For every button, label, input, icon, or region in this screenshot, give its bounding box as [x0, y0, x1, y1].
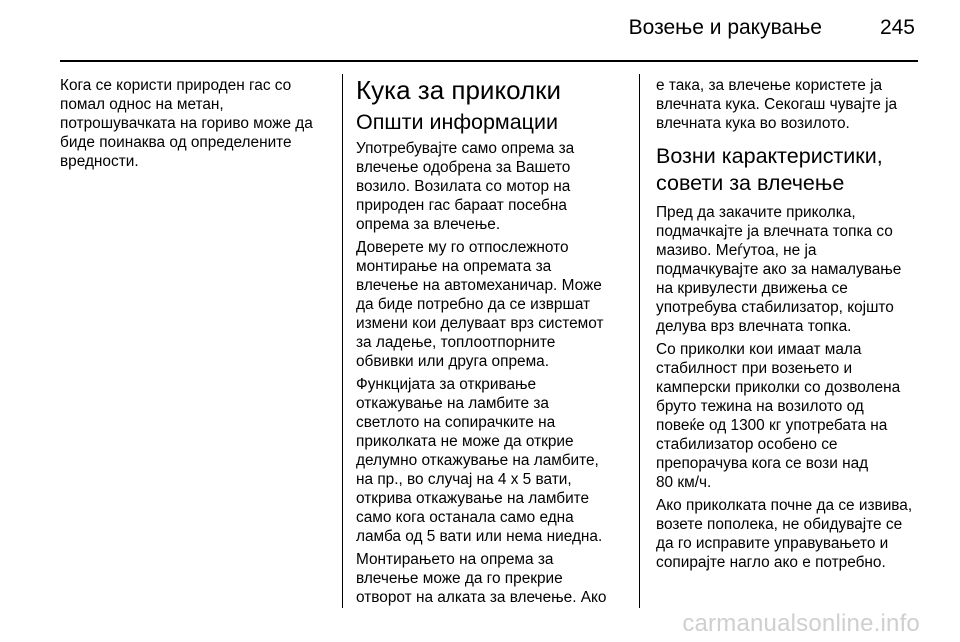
column-divider	[639, 74, 640, 608]
heading-driving-characteristics: Возни карактеристики, совети за влечење	[656, 144, 883, 195]
watermark: carmanualsonline.info	[682, 610, 920, 637]
paragraph: Монтирањето на опрема за влечење може да го прекрие отворот на алката за влечење. Ако	[356, 551, 607, 606]
heading-general-info: Општи информации	[356, 110, 559, 134]
paragraph: Употребувајте само опрема за влечење одобрена за Вашето возило. Возилата со мотор на природен гас бараат посебна опрема за влечење.	[356, 140, 575, 233]
column-right	[656, 76, 928, 576]
paragraph: Доверете му го отпослежното монтирање на опремата за влечење на автомеханичар. Може да биде потребно да се извршат измени кои делуваат врз системот за ладење, топлоотпорните обвивки или друга опрема.	[356, 239, 604, 370]
page-number: 245	[879, 16, 915, 39]
section-title: Возење и ракување	[628, 16, 822, 39]
heading-trailer-hitch: Кука за приколки	[356, 75, 562, 105]
paragraph: Функцијата за откривање откажување на ламбите за светлото на сопирачките на приколката не може да открие делумно откажување на ламбите, на пр., во случај на 4 x 5 вати, открива откажување на ламбите само кога останала само една ламба од 5 вати или нема ниедна.	[356, 376, 603, 545]
page-header	[629, 16, 915, 40]
column-left	[60, 76, 332, 175]
header-rule	[60, 60, 918, 62]
paragraph: Пред да закачите приколка, подмачкајте ја влечната топка со мазиво. Меѓутоа, не ја подмачкувајте ако за намалување на кривулести движења се употребува стабилизатор, којшто делува врз влечната топка.	[656, 204, 902, 335]
paragraph: е така, за влечење користете ја влечната кука. Секогаш чувајте ја влечната кука во возилото.	[656, 77, 898, 132]
column-middle	[356, 76, 628, 611]
paragraph: Кога се користи природен гас со помал однос на метан, потрошувачката на гориво може да биде поинаква од определените вредности.	[60, 77, 313, 170]
paragraph: Ако приколката почне да се извива, возете пополека, не обидувајте се да го исправите управувањето и сопирајте нагло ако е потребно.	[656, 497, 913, 571]
paragraph: Со приколки кои имаат мала стабилност при возењето и камперски приколки со дозволена бруто тежина на возилото од повеќе од 1300 кг употребата на стабилизатор особено се препорачува кога се вози над 80 км/ч.	[656, 341, 901, 491]
column-divider	[342, 74, 343, 608]
